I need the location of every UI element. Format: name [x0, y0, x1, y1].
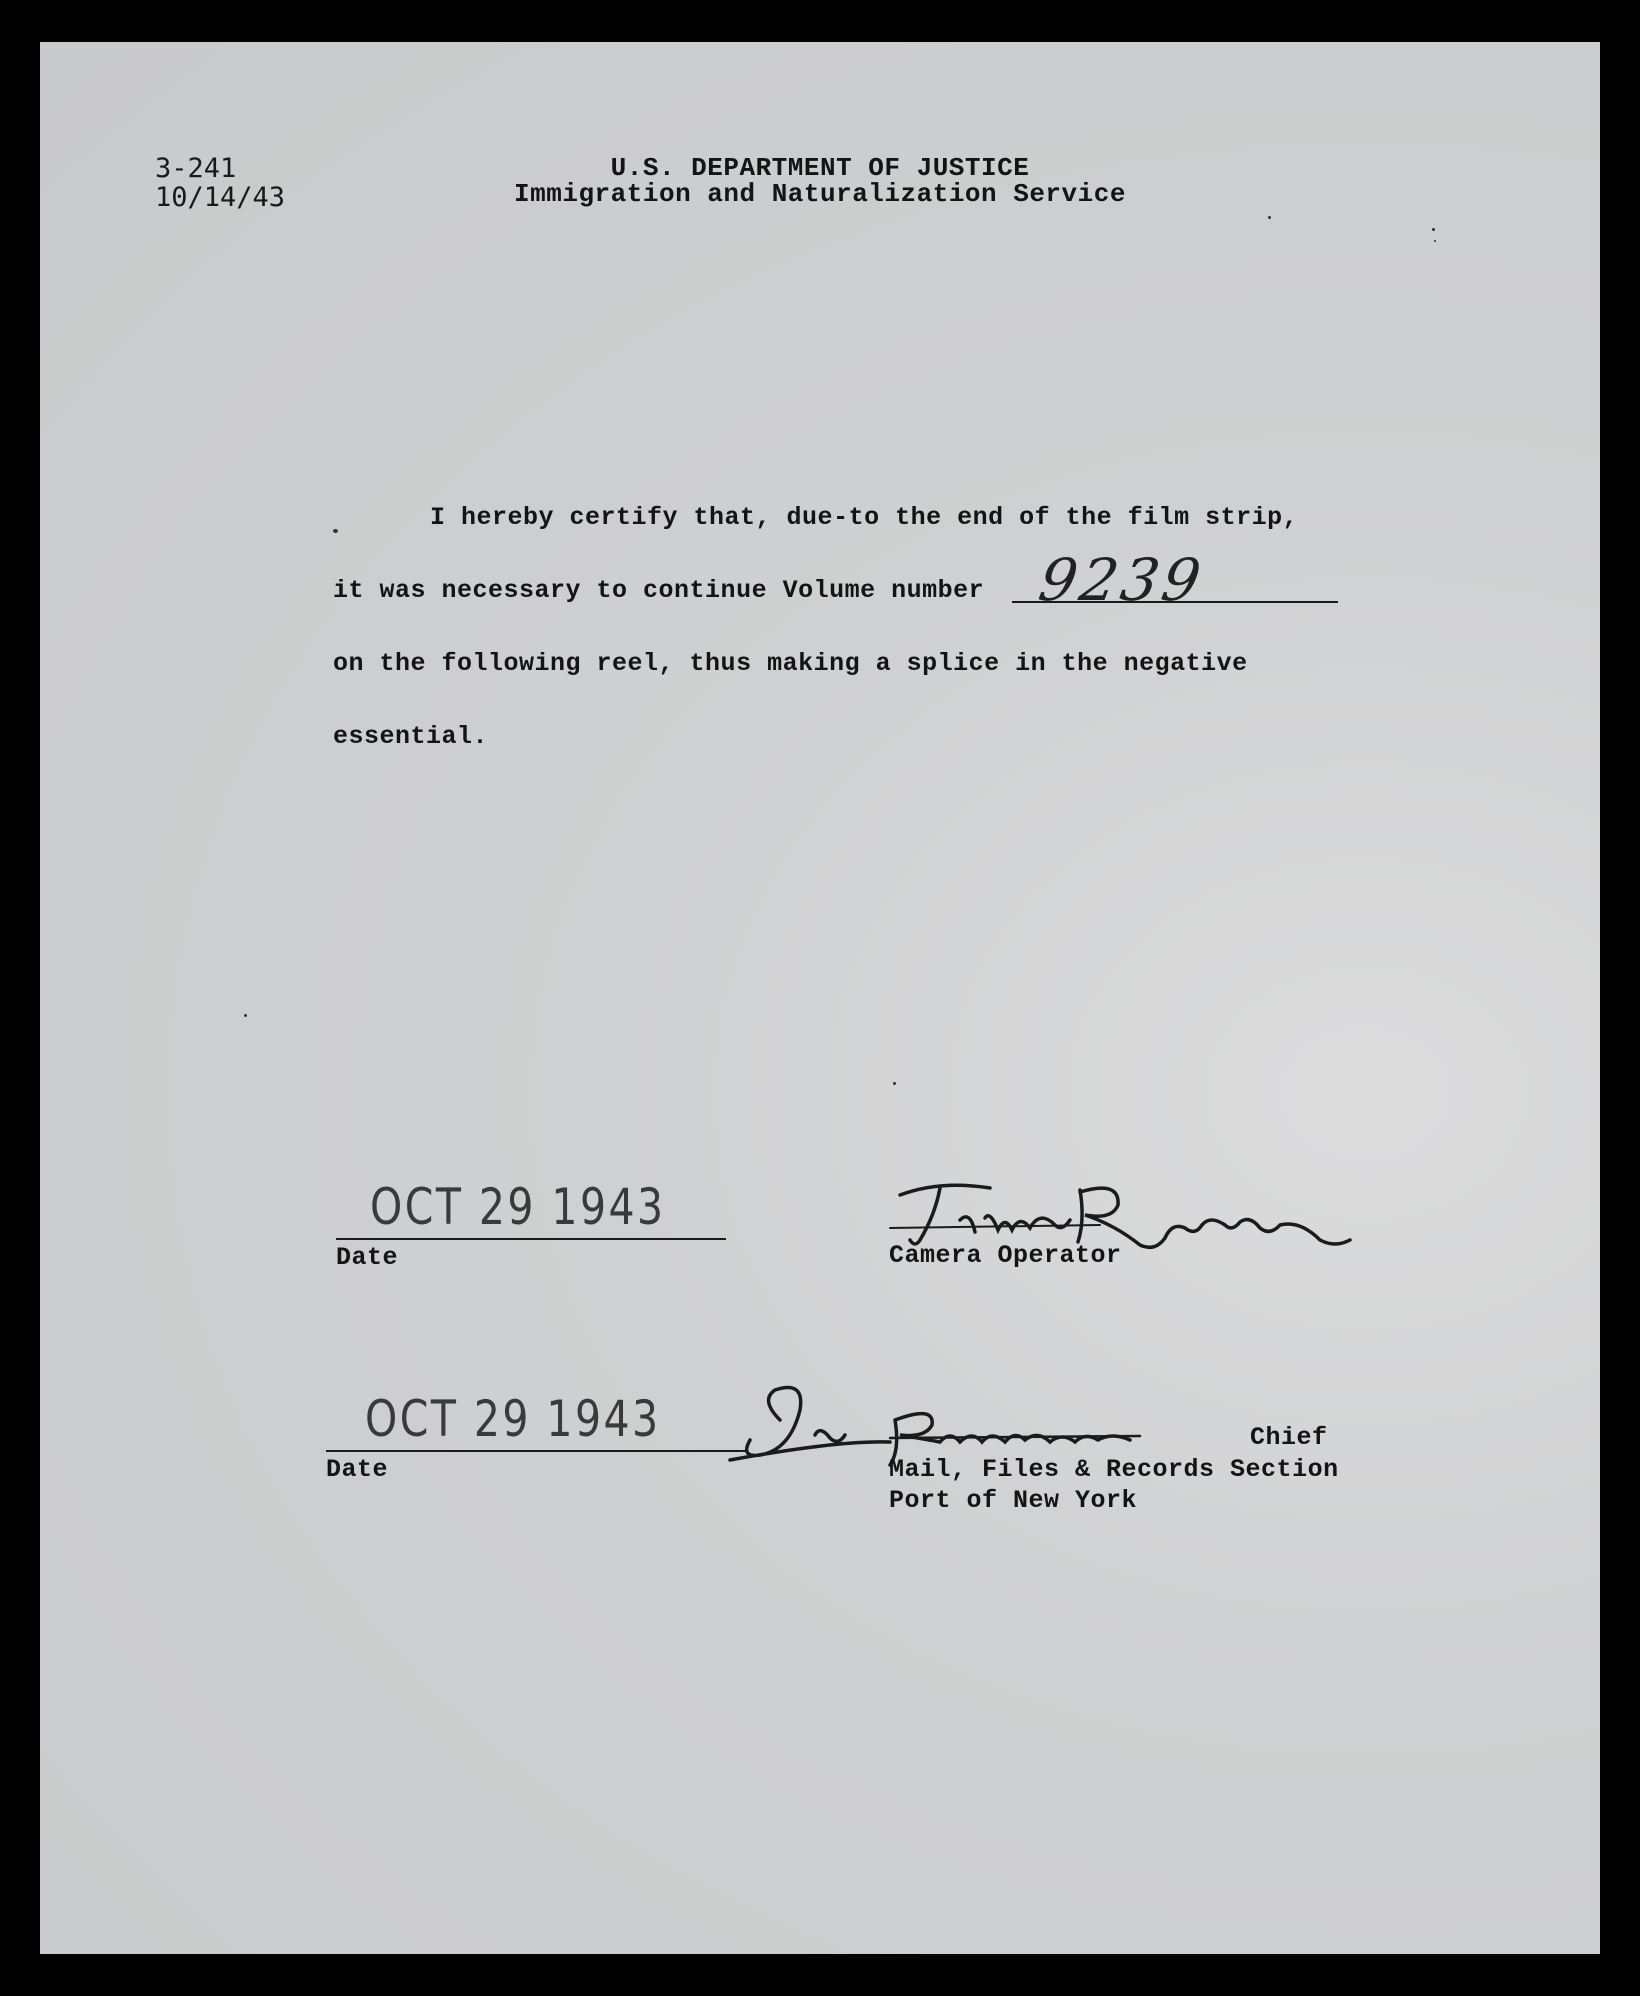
camera-operator-label: Camera Operator — [889, 1241, 1122, 1270]
certification-line-3: on the following reel, thus making a splice in the negative — [333, 649, 1248, 678]
volume-number-handwritten: 9239 — [1034, 546, 1210, 614]
department-heading: U.S. DEPARTMENT OF JUSTICE — [610, 153, 1030, 183]
document-page — [40, 42, 1600, 1954]
date-label-1: Date — [336, 1243, 399, 1272]
scan-speck — [893, 1082, 896, 1085]
service-heading: Immigration and Naturalization Service — [514, 179, 1126, 209]
date-stamp-2: OCT 29 1943 — [365, 1390, 661, 1448]
scan-speck — [333, 529, 338, 533]
scan-speck — [1268, 216, 1271, 219]
scan-speck — [1432, 228, 1435, 231]
certification-line-1: I hereby certify that, due-to the end of the film strip, — [430, 503, 1299, 532]
date-rule-2 — [326, 1450, 746, 1452]
form-number: 3-241 — [155, 153, 237, 184]
certification-line-4: essential. — [333, 722, 489, 751]
form-date: 10/14/43 — [155, 182, 286, 213]
date-rule-1 — [336, 1238, 726, 1240]
section-label: Mail, Files & Records Section — [889, 1455, 1339, 1484]
scan-speck — [244, 1014, 247, 1017]
port-label: Port of New York — [889, 1486, 1138, 1515]
chief-title-label: Chief — [1250, 1423, 1328, 1452]
certification-line-2: it was necessary to continue Volume number — [333, 576, 985, 605]
date-label-2: Date — [326, 1455, 389, 1484]
date-stamp-1: OCT 29 1943 — [370, 1178, 666, 1236]
scan-speck — [1434, 240, 1436, 242]
